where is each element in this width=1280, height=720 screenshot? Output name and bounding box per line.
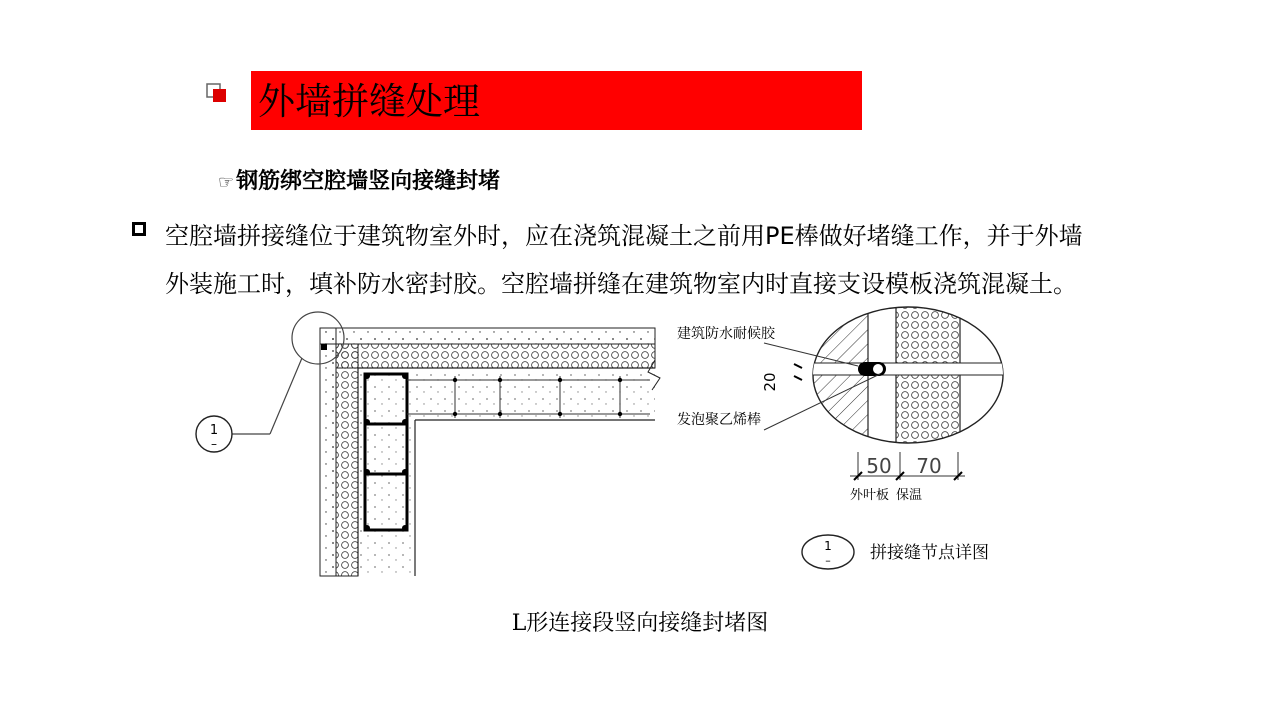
dim-outer: 50 <box>866 454 892 478</box>
callout-number: 1 <box>209 423 219 438</box>
dim-gap: 20 <box>761 372 779 392</box>
paragraph-line-1: 空腔墙拼接缝位于建筑物室外时，应在浇筑混凝土之前用PE棒做好堵缝工作，并于外墙 <box>165 222 1083 250</box>
detail-callout-number: 1 <box>824 539 832 553</box>
paragraph-line-2: 外装施工时，填补防水密封胶。空腔墙拼缝在建筑物室内时直接支设模板浇筑混凝土。 <box>165 270 1077 298</box>
body-paragraph <box>165 212 1165 308</box>
figure-caption: L形连接段竖向接缝封堵图 <box>511 611 769 636</box>
title-bullet-icon <box>206 83 228 103</box>
pointing-hand-icon: ☞ <box>218 172 235 193</box>
joint-drawing <box>190 300 1030 590</box>
slide-title: 外墙拼缝处理 <box>258 80 480 123</box>
label-outer-leaf: 外叶板 <box>850 488 890 503</box>
label-sealant: 建筑防水耐候胶 <box>677 326 775 342</box>
square-bullet-icon <box>132 222 146 236</box>
subtitle <box>218 164 500 195</box>
subtitle-text: 钢筋绑空腔墙竖向接缝封堵 <box>236 169 501 194</box>
label-insulation: 保温 <box>896 488 923 503</box>
dim-insulation: 70 <box>916 454 942 478</box>
label-pe-rod: 发泡聚乙烯棒 <box>677 412 761 428</box>
detail-callout-dash: – <box>825 554 831 567</box>
detail-title <box>802 535 989 569</box>
l-wall-section <box>320 328 660 576</box>
callout-dash: – <box>211 437 217 451</box>
detail-title-text: 拼接缝节点详图 <box>870 543 989 563</box>
joint-detail <box>677 300 1010 503</box>
